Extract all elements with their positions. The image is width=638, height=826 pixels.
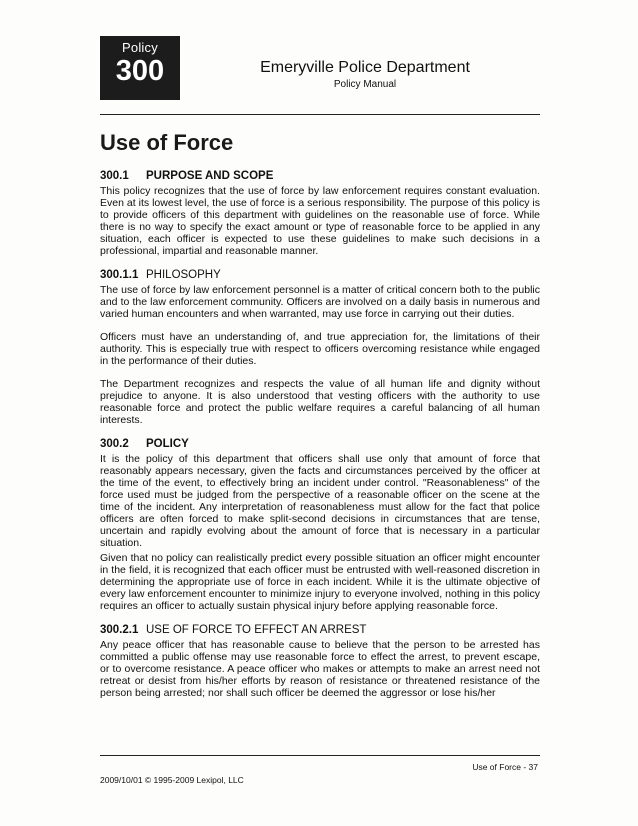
paragraph: This policy recognizes that the use of force by law enforcement requires constant evaluation. Even at its lowest level, the use of force is a serious responsibility. The purpose of this policy is to provide officers of this department with guidelines on the reasonable use of force. While there is no way to specify the exact amount or type of reasonable force to be applied in any situation, each officer is expected to use these guidelines to make such decisions in a professional, impartial and reasonable manner. (100, 185, 540, 257)
paragraph: Any peace officer that has reasonable cause to believe that the person to be arrested has committed a public offense may use reasonable force to effect the arrest, to prevent escape, or to overcome resistance. A peace officer who makes or attempts to make an arrest need not retreat or desist from his/her efforts by reason of resistance or threatened resistance of the person being arrested; nor shall such officer be deemed the aggressor or lose his/her (100, 639, 540, 699)
paragraph: The Department recognizes and respects the value of all human life and dignity without prejudice to anyone. It is also understood that vesting officers with the authority to use reasonable force and protect the public welfare requires a careful balancing of all human interests. (100, 378, 540, 426)
section-300-2 (100, 437, 540, 612)
header-divider (100, 114, 540, 115)
paragraph: Officers must have an understanding of, and true appreciation for, the limitations of their authority. This is especially true with respect to officers overcoming resistance while engaged in the performance of their duties. (100, 331, 540, 367)
paragraph: Given that no policy can realistically predict every possible situation an officer might encounter in the field, it is recognized that each officer must be entrusted with well-reasoned discretion in determining the appropriate use of force in each incident. While it is the ultimate objective of every law enforcement encounter to minimize injury to everyone involved, nothing in this policy requires an officer to actually sustain physical injury before applying reasonable force. (100, 552, 540, 612)
copyright: 2009/10/01 © 1995-2009 Lexipol, LLC (100, 775, 244, 785)
section-300-2-1 (100, 623, 540, 699)
badge-number: 300 (115, 55, 165, 87)
section-300-1 (100, 169, 540, 257)
section-300-1-1 (100, 268, 540, 426)
page-title: Use of Force (100, 130, 234, 155)
department-name: Emeryville Police Department (260, 59, 470, 76)
section-heading (100, 169, 540, 183)
manual-name: Policy Manual (333, 79, 397, 90)
paragraph: The use of force by law enforcement personnel is a matter of critical concern both to the public and to the law enforcement community. Officers are involved on a daily basis in numerous and varied human encounters and when warranted, may use force in carrying out their duties. (100, 284, 540, 320)
section-number: 300.2.1 (100, 624, 139, 636)
section-number: 300.2 (100, 438, 129, 450)
section-title: PHILOSOPHY (146, 269, 221, 281)
section-number: 300.1.1 (100, 269, 139, 281)
section-heading (100, 268, 540, 282)
badge-label: Policy (122, 40, 158, 55)
paragraph: It is the policy of this department that officers shall use only that amount of force that reasonably appears necessary, given the facts and circumstances perceived by the officer at the time of the event, to effectively bring an incident under control. "Reasonableness" of the force used must be judged from the perspective of a reasonable officer on the scene at the time of the incident. Any interpretation of reasonableness must allow for the fact that police officers are often forced to make split-second decisions in circumstances that are tense, uncertain and rapidly evolving about the amount of force that is necessary in a particular situation. (100, 453, 540, 549)
document-body (100, 169, 540, 699)
section-number: 300.1 (100, 170, 129, 182)
section-heading (100, 623, 540, 637)
section-title: PURPOSE AND SCOPE (146, 170, 274, 182)
section-heading (100, 437, 540, 451)
policy-badge (100, 36, 180, 100)
section-title: POLICY (146, 438, 189, 450)
section-title: USE OF FORCE TO EFFECT AN ARREST (146, 624, 367, 636)
footer-divider (100, 755, 540, 756)
page-number: Use of Force - 37 (472, 762, 538, 772)
